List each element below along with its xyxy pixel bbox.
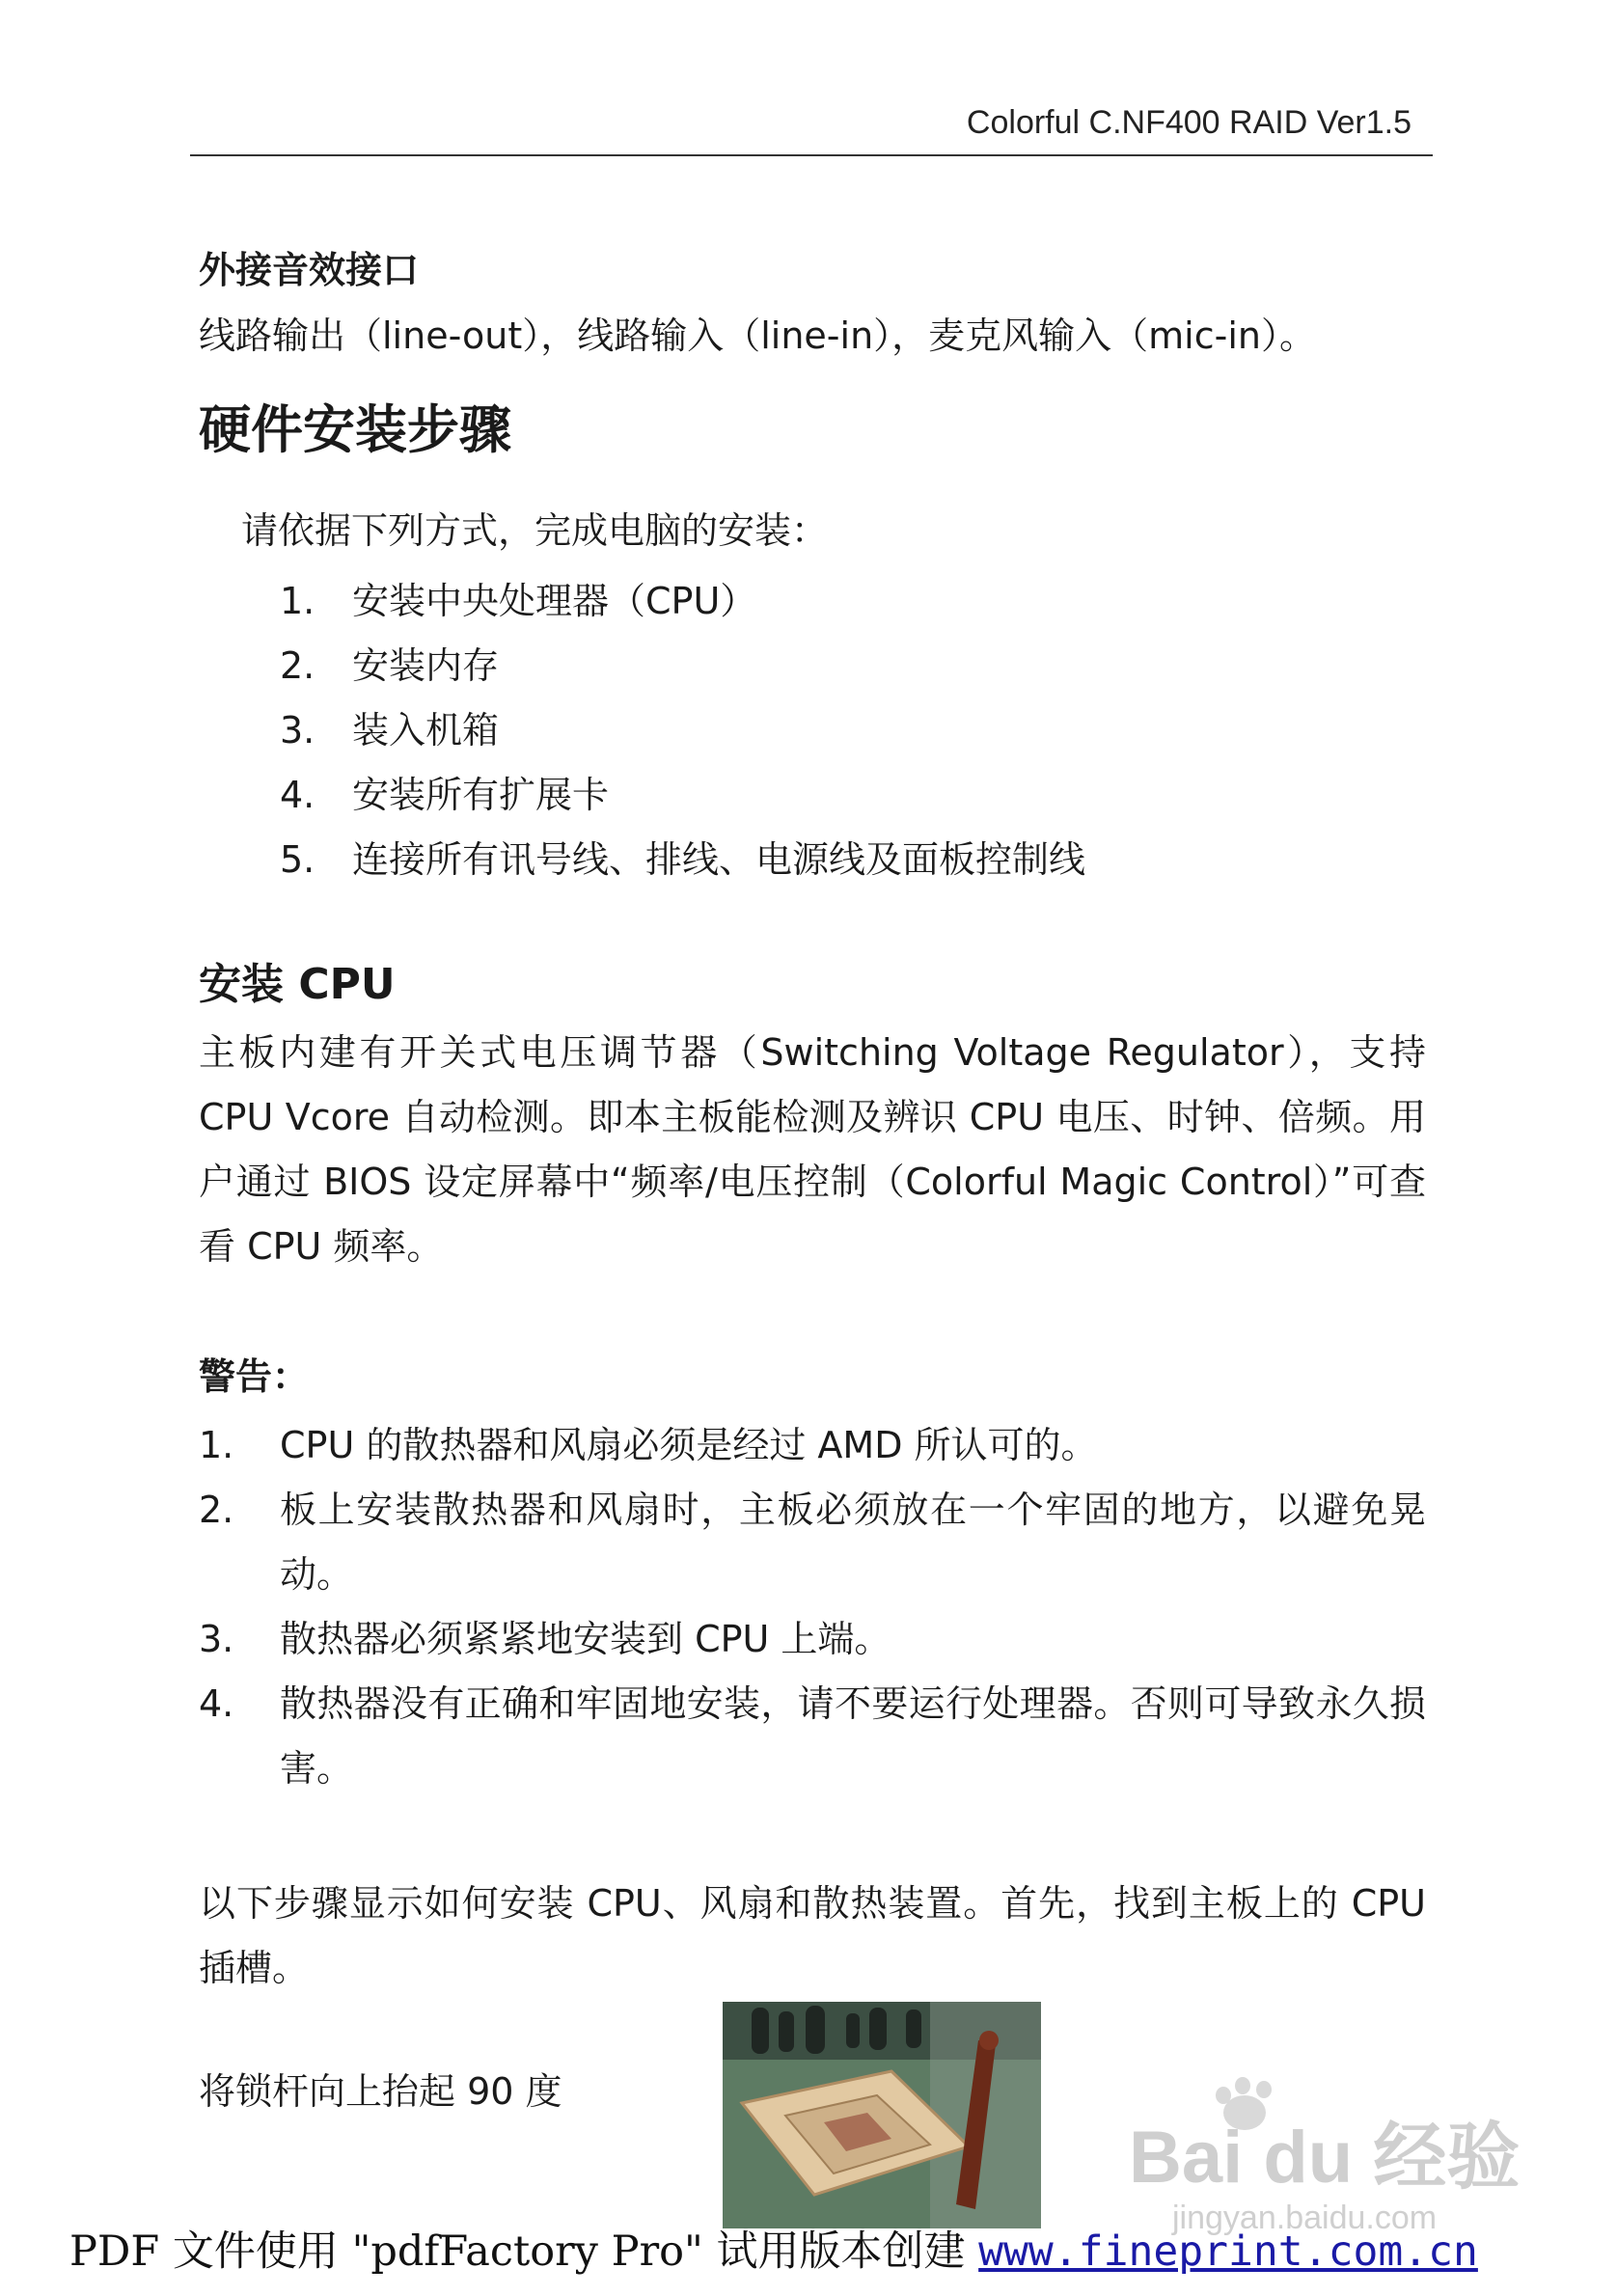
lever-caption: 将锁杆向上抬起 90 度 (199, 2070, 562, 2113)
warning-item (199, 1413, 1426, 1478)
step-text: 安装所有扩展卡 (352, 774, 610, 816)
step-text: 装入机箱 (352, 709, 500, 752)
warning-text: 板上安装散热器和风扇时，主板必须放在一个牢固的地方，以避免晃动。 (280, 1489, 1426, 1596)
install-intro: 请依据下列方式，完成电脑的安装： (241, 509, 829, 552)
install-step (280, 698, 1085, 763)
warning-number: 2. (199, 1489, 234, 1531)
step-number: 1. (280, 580, 315, 622)
step-number: 5. (280, 838, 315, 881)
step-text: 连接所有讯号线、排线、电源线及面板控制线 (352, 838, 1086, 881)
warning-title: 警告： (199, 1355, 310, 1398)
footer-text: PDF 文件使用 "pdfFactory Pro" 试用版本创建 (69, 2228, 966, 2276)
install-step (280, 569, 1085, 634)
warning-number: 4. (199, 1682, 234, 1725)
header-divider (190, 154, 1433, 156)
cpu-section-title: 安装 CPU (199, 960, 396, 1009)
step-text: 安装中央处理器（CPU） (352, 580, 757, 622)
audio-section-title: 外接音效接口 (199, 249, 420, 291)
step-text: 安装内存 (352, 644, 500, 687)
install-step (280, 634, 1085, 698)
step-number: 4. (280, 774, 315, 816)
warning-number: 3. (199, 1618, 234, 1660)
baidu-jingyan-watermark (1129, 2076, 1534, 2235)
warning-item (199, 1672, 1426, 1801)
warning-item (199, 1607, 1426, 1672)
page-header: Colorful C.NF400 RAID Ver1.5 (966, 104, 1411, 141)
audio-section-text: 线路输出（line-out），线路输入（line-in），麦克风输入（mic-in）。 (199, 314, 1316, 357)
cpu-socket-photo (723, 2002, 1041, 2228)
warning-text: CPU 的散热器和风扇必须是经过 AMD 所认可的。 (280, 1424, 1098, 1466)
watermark-brand: Bai du 经验 (1129, 2117, 1521, 2199)
watermark-url: jingyan.baidu.com (1172, 2200, 1438, 2235)
install-steps-list (280, 569, 1085, 892)
step-number: 2. (280, 644, 315, 687)
pdf-footer (69, 2219, 1478, 2278)
warning-text: 散热器必须紧紧地安装到 CPU 上端。 (280, 1618, 891, 1660)
closing-paragraph: 以下步骤显示如何安装 CPU、风扇和散热装置。首先，找到主板上的 CPU 插槽。 (199, 1882, 1426, 1989)
warning-text: 散热器没有正确和牢固地安装，请不要运行处理器。否则可导致永久损害。 (280, 1682, 1426, 1790)
footer-link[interactable]: www.fineprint.com.cn (978, 2228, 1478, 2276)
step-number: 3. (280, 709, 315, 752)
warning-item (199, 1478, 1426, 1607)
warning-number: 1. (199, 1424, 234, 1466)
install-section-title: 硬件安装步骤 (199, 399, 511, 460)
warning-list (199, 1413, 1426, 1801)
install-step (280, 828, 1085, 892)
install-step (280, 763, 1085, 828)
cpu-section-paragraph: 主板内建有开关式电压调节器（Switching Voltage Regulator），支持 CPU Vcore 自动检测。即本主板能检测及辨识 CPU 电压、时钟、倍频。用户通过 BIOS 设定屏幕中“频率/电压控制（Colorful Magic Control）”可查看 CPU 频率。 (199, 1031, 1426, 1268)
